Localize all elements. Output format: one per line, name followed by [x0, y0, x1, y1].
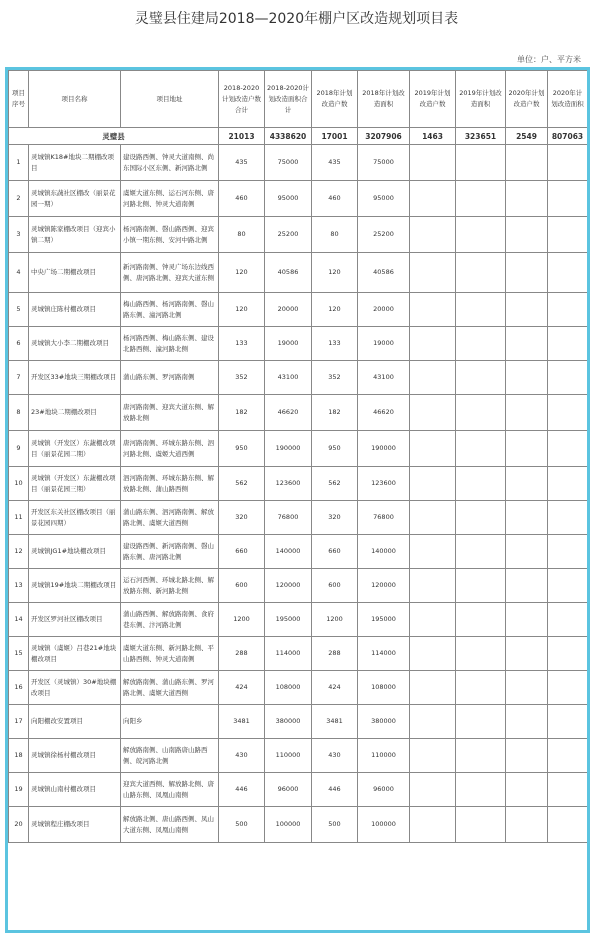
row-c4: 40586 [358, 253, 410, 293]
row-seq: 2 [9, 181, 29, 217]
row-seq: 8 [9, 395, 29, 431]
table-row [9, 181, 588, 217]
table-row [9, 253, 588, 293]
row-c6 [456, 327, 506, 361]
row-c8 [548, 603, 588, 637]
row-seq: 12 [9, 535, 29, 569]
row-c6 [456, 705, 506, 739]
row-address: 运石河西侧、环城北路北侧、解放路东侧、新河路北侧 [121, 569, 219, 603]
row-c5 [410, 671, 456, 705]
row-c3: 500 [312, 807, 358, 843]
row-c7 [506, 705, 548, 739]
row-c2: 190000 [265, 431, 312, 467]
row-address: 杨河路西侧、梅山路东侧、建设北路西侧、潼河路北侧 [121, 327, 219, 361]
total-row [9, 128, 588, 145]
row-c1: 460 [219, 181, 265, 217]
table-row [9, 739, 588, 773]
row-c7 [506, 467, 548, 501]
row-name: 23#地块二期棚改项目 [29, 395, 121, 431]
row-c7 [506, 145, 548, 181]
row-c1: 600 [219, 569, 265, 603]
row-c3: 424 [312, 671, 358, 705]
row-c1: 80 [219, 217, 265, 253]
row-c2: 40586 [265, 253, 312, 293]
row-c1: 133 [219, 327, 265, 361]
table-row [9, 293, 588, 327]
row-c6 [456, 145, 506, 181]
row-c2: 195000 [265, 603, 312, 637]
row-c3: 446 [312, 773, 358, 807]
row-seq: 19 [9, 773, 29, 807]
document-title: 灵璧县住建局2018—2020年棚户区改造规划项目表 [134, 11, 459, 27]
row-name: 中央广场二期棚改项目 [29, 253, 121, 293]
total-c7: 2549 [506, 128, 548, 145]
row-seq: 5 [9, 293, 29, 327]
row-name: 向阳棚改安置项目 [29, 705, 121, 739]
row-c7 [506, 569, 548, 603]
row-c2: 123600 [265, 467, 312, 501]
row-seq: 16 [9, 671, 29, 705]
header-2020-area: 2020年计划改造面积 [548, 71, 588, 128]
row-c5 [410, 467, 456, 501]
row-c8 [548, 671, 588, 705]
row-c4: 75000 [358, 145, 410, 181]
row-c8 [548, 467, 588, 501]
row-c8 [548, 361, 588, 395]
row-c7 [506, 217, 548, 253]
row-c8 [548, 535, 588, 569]
row-name: 灵城镇（开发区）东蔬棚改项目（丽景花园三期） [29, 467, 121, 501]
row-c2: 46620 [265, 395, 312, 431]
row-c4: 96000 [358, 773, 410, 807]
row-c7 [506, 431, 548, 467]
row-seq: 10 [9, 467, 29, 501]
row-seq: 4 [9, 253, 29, 293]
row-c3: 120 [312, 293, 358, 327]
row-c8 [548, 327, 588, 361]
row-c5 [410, 293, 456, 327]
row-address: 解放路南侧、山南路唐山路西侧、皖河路北侧 [121, 739, 219, 773]
row-c7 [506, 637, 548, 671]
table-row [9, 431, 588, 467]
row-address: 梅山路西侧、杨河路南侧、磬山路东侧、潼河路北侧 [121, 293, 219, 327]
row-seq: 9 [9, 431, 29, 467]
row-c8 [548, 807, 588, 843]
row-c2: 25200 [265, 217, 312, 253]
total-c8: 807063 [548, 128, 588, 145]
row-c8 [548, 145, 588, 181]
row-c8 [548, 253, 588, 293]
row-seq: 14 [9, 603, 29, 637]
row-c5 [410, 535, 456, 569]
row-c3: 133 [312, 327, 358, 361]
row-c8 [548, 431, 588, 467]
row-c1: 1200 [219, 603, 265, 637]
row-c7 [506, 535, 548, 569]
row-c4: 19000 [358, 327, 410, 361]
row-c8 [548, 501, 588, 535]
row-c1: 424 [219, 671, 265, 705]
total-c4: 3207906 [358, 128, 410, 145]
row-address: 蒲山路西侧、解放路南侧、食府巷东侧、汴河路北侧 [121, 603, 219, 637]
row-name: 灵城镇徐杨村棚改项目 [29, 739, 121, 773]
row-c5 [410, 431, 456, 467]
row-c4: 120000 [358, 569, 410, 603]
row-c5 [410, 705, 456, 739]
header-seq: 项目序号 [9, 71, 29, 128]
row-c6 [456, 361, 506, 395]
table-row [9, 705, 588, 739]
table-row [9, 637, 588, 671]
row-c5 [410, 807, 456, 843]
table-row [9, 467, 588, 501]
row-seq: 13 [9, 569, 29, 603]
row-c6 [456, 181, 506, 217]
row-seq: 7 [9, 361, 29, 395]
row-c3: 3481 [312, 705, 358, 739]
row-c2: 19000 [265, 327, 312, 361]
row-c2: 108000 [265, 671, 312, 705]
row-address: 建设路西侧、钟灵大道南侧、尚东国际小区东侧、新河路北侧 [121, 145, 219, 181]
row-c4: 114000 [358, 637, 410, 671]
row-c3: 430 [312, 739, 358, 773]
row-c7 [506, 293, 548, 327]
header-2019-area: 2019年计划改造面积 [456, 71, 506, 128]
row-c7 [506, 603, 548, 637]
row-c6 [456, 467, 506, 501]
row-c1: 660 [219, 535, 265, 569]
row-c1: 562 [219, 467, 265, 501]
table-row [9, 773, 588, 807]
row-name: 灵城镇庄陈村棚改项目 [29, 293, 121, 327]
row-c6 [456, 395, 506, 431]
total-c6: 323651 [456, 128, 506, 145]
row-c1: 288 [219, 637, 265, 671]
row-c7 [506, 807, 548, 843]
row-seq: 15 [9, 637, 29, 671]
row-c2: 76800 [265, 501, 312, 535]
row-c6 [456, 807, 506, 843]
row-address: 蒲山路东侧、泗河路南侧、解放路北侧、虞姬大道西侧 [121, 501, 219, 535]
row-name: 开发区（灵城镇）30#地块棚改项目 [29, 671, 121, 705]
row-address: 解放路北侧、唐山路西侧、凤山大道东侧、凤凰山南侧 [121, 807, 219, 843]
row-c2: 120000 [265, 569, 312, 603]
row-address: 泗河路南侧、环城东路东侧、解放路北侧、蒲山路西侧 [121, 467, 219, 501]
row-c4: 380000 [358, 705, 410, 739]
row-c4: 123600 [358, 467, 410, 501]
row-c1: 435 [219, 145, 265, 181]
row-address: 唐河路南侧、迎宾大道东侧、解放路北侧 [121, 395, 219, 431]
row-c8 [548, 637, 588, 671]
table-row [9, 361, 588, 395]
table-row [9, 501, 588, 535]
row-c8 [548, 395, 588, 431]
row-c3: 182 [312, 395, 358, 431]
row-address: 杨河路南侧、磬山路西侧、迎宾小镇一期东侧、安河中路北侧 [121, 217, 219, 253]
row-c1: 120 [219, 293, 265, 327]
row-c1: 446 [219, 773, 265, 807]
row-c6 [456, 671, 506, 705]
row-c5 [410, 361, 456, 395]
row-c7 [506, 361, 548, 395]
row-c8 [548, 217, 588, 253]
row-address: 唐河路南侧、环城东路东侧、泗河路北侧、虞姬大道西侧 [121, 431, 219, 467]
row-c3: 600 [312, 569, 358, 603]
row-c6 [456, 603, 506, 637]
row-name: 开发区33#地块三期棚改项目 [29, 361, 121, 395]
row-c1: 320 [219, 501, 265, 535]
row-c1: 182 [219, 395, 265, 431]
row-address: 建设路西侧、新河路南侧、磬山路东侧、唐河路北侧 [121, 535, 219, 569]
row-c6 [456, 773, 506, 807]
row-c7 [506, 253, 548, 293]
row-c2: 140000 [265, 535, 312, 569]
project-table [8, 70, 588, 843]
header-2019-households: 2019年计划改造户数 [410, 71, 456, 128]
row-c2: 20000 [265, 293, 312, 327]
row-seq: 1 [9, 145, 29, 181]
row-address: 蒲山路东侧、罗河路南侧 [121, 361, 219, 395]
row-c5 [410, 501, 456, 535]
table-row [9, 569, 588, 603]
row-c5 [410, 603, 456, 637]
row-name: 灵城镇陈家棚改项目（迎宾小镇二期） [29, 217, 121, 253]
table-row [9, 807, 588, 843]
row-c1: 500 [219, 807, 265, 843]
row-c3: 352 [312, 361, 358, 395]
header-name: 项目名称 [29, 71, 121, 128]
row-c6 [456, 569, 506, 603]
row-c6 [456, 739, 506, 773]
row-c8 [548, 181, 588, 217]
row-c1: 950 [219, 431, 265, 467]
row-c1: 3481 [219, 705, 265, 739]
row-c2: 100000 [265, 807, 312, 843]
row-c4: 95000 [358, 181, 410, 217]
row-c6 [456, 253, 506, 293]
row-c5 [410, 217, 456, 253]
row-seq: 3 [9, 217, 29, 253]
row-seq: 20 [9, 807, 29, 843]
row-address: 新河路南侧、钟灵广场东边线西侧、唐河路北侧、迎宾大道东侧 [121, 253, 219, 293]
row-c6 [456, 501, 506, 535]
table-row [9, 535, 588, 569]
row-name: 灵城镇19#地块二期棚改项目 [29, 569, 121, 603]
row-address: 虞姬大道东侧、新河路北侧、平山路西侧、钟灵大道南侧 [121, 637, 219, 671]
row-c3: 460 [312, 181, 358, 217]
row-c3: 1200 [312, 603, 358, 637]
row-name: 灵城镇程庄棚改项目 [29, 807, 121, 843]
row-c4: 76800 [358, 501, 410, 535]
header-2018-area: 2018年计划改造面积 [358, 71, 410, 128]
row-name: 灵城镇（开发区）东蔬棚改项目（丽景花园二期） [29, 431, 121, 467]
row-c5 [410, 253, 456, 293]
row-address: 迎宾大道西侧、解放路北侧、唐山路东侧、凤凰山南侧 [121, 773, 219, 807]
row-c7 [506, 181, 548, 217]
row-c1: 352 [219, 361, 265, 395]
table-row [9, 217, 588, 253]
row-c8 [548, 773, 588, 807]
row-c5 [410, 773, 456, 807]
row-c2: 43100 [265, 361, 312, 395]
header-row [9, 71, 588, 128]
row-c3: 80 [312, 217, 358, 253]
row-c7 [506, 671, 548, 705]
row-c3: 288 [312, 637, 358, 671]
header-2018-households: 2018年计划改造户数 [312, 71, 358, 128]
row-c5 [410, 637, 456, 671]
unit-note: 单位：户、平方米 [517, 55, 581, 64]
table-row [9, 671, 588, 705]
row-c8 [548, 705, 588, 739]
row-c4: 46620 [358, 395, 410, 431]
row-c3: 660 [312, 535, 358, 569]
total-c3: 17001 [312, 128, 358, 145]
row-c5 [410, 145, 456, 181]
row-c6 [456, 431, 506, 467]
row-c3: 120 [312, 253, 358, 293]
row-c5 [410, 181, 456, 217]
total-c5: 1463 [410, 128, 456, 145]
row-c6 [456, 217, 506, 253]
row-c4: 108000 [358, 671, 410, 705]
row-c2: 96000 [265, 773, 312, 807]
row-c2: 110000 [265, 739, 312, 773]
row-c8 [548, 569, 588, 603]
header-2020-households: 2020年计划改造户数 [506, 71, 548, 128]
header-total-area: 2018-2020计划改造面积合计 [265, 71, 312, 128]
row-c2: 95000 [265, 181, 312, 217]
row-c6 [456, 535, 506, 569]
row-c5 [410, 739, 456, 773]
row-name: 灵城镇东蔬社区棚改（丽景花园一期） [29, 181, 121, 217]
table-row [9, 395, 588, 431]
row-seq: 18 [9, 739, 29, 773]
total-c2: 4338620 [265, 128, 312, 145]
row-address: 虞姬大道东侧、运石河东侧、唐河路北侧、钟灵大道南侧 [121, 181, 219, 217]
row-c7 [506, 501, 548, 535]
row-c5 [410, 395, 456, 431]
row-c6 [456, 637, 506, 671]
row-name: 灵城镇K18#地块二期棚改项目 [29, 145, 121, 181]
row-c4: 195000 [358, 603, 410, 637]
table-row [9, 603, 588, 637]
table-row [9, 145, 588, 181]
row-name: 灵城镇大小李二期棚改项目 [29, 327, 121, 361]
row-c8 [548, 293, 588, 327]
row-seq: 17 [9, 705, 29, 739]
row-c2: 75000 [265, 145, 312, 181]
row-c5 [410, 569, 456, 603]
row-c3: 435 [312, 145, 358, 181]
header-address: 项目地址 [121, 71, 219, 128]
total-label: 灵璧县 [9, 128, 219, 145]
row-c2: 380000 [265, 705, 312, 739]
header-total-households: 2018-2020计划改造户数合计 [219, 71, 265, 128]
row-seq: 11 [9, 501, 29, 535]
row-c4: 110000 [358, 739, 410, 773]
row-c4: 140000 [358, 535, 410, 569]
table-row [9, 327, 588, 361]
row-c7 [506, 773, 548, 807]
row-name: 灵城镇（虞姬）吕巷21#地块棚改项目 [29, 637, 121, 671]
row-c7 [506, 739, 548, 773]
row-name: 开发区东关社区棚改项目（丽景花园四期） [29, 501, 121, 535]
row-address: 向阳乡 [121, 705, 219, 739]
row-c4: 43100 [358, 361, 410, 395]
row-name: 开发区罗河社区棚改项目 [29, 603, 121, 637]
row-c1: 430 [219, 739, 265, 773]
row-address: 解放路南侧、蒲山路东侧、罗河路北侧、虞姬大道西侧 [121, 671, 219, 705]
table-frame [5, 67, 590, 933]
row-c2: 114000 [265, 637, 312, 671]
row-c6 [456, 293, 506, 327]
row-c4: 20000 [358, 293, 410, 327]
row-c4: 100000 [358, 807, 410, 843]
row-c7 [506, 327, 548, 361]
row-c7 [506, 395, 548, 431]
row-c3: 950 [312, 431, 358, 467]
row-seq: 6 [9, 327, 29, 361]
row-c3: 562 [312, 467, 358, 501]
row-c8 [548, 739, 588, 773]
total-c1: 21013 [219, 128, 265, 145]
row-name: 灵城镇JG1#地块棚改项目 [29, 535, 121, 569]
row-c4: 190000 [358, 431, 410, 467]
row-name: 灵城镇山南村棚改项目 [29, 773, 121, 807]
row-c3: 320 [312, 501, 358, 535]
row-c4: 25200 [358, 217, 410, 253]
row-c5 [410, 327, 456, 361]
row-c1: 120 [219, 253, 265, 293]
